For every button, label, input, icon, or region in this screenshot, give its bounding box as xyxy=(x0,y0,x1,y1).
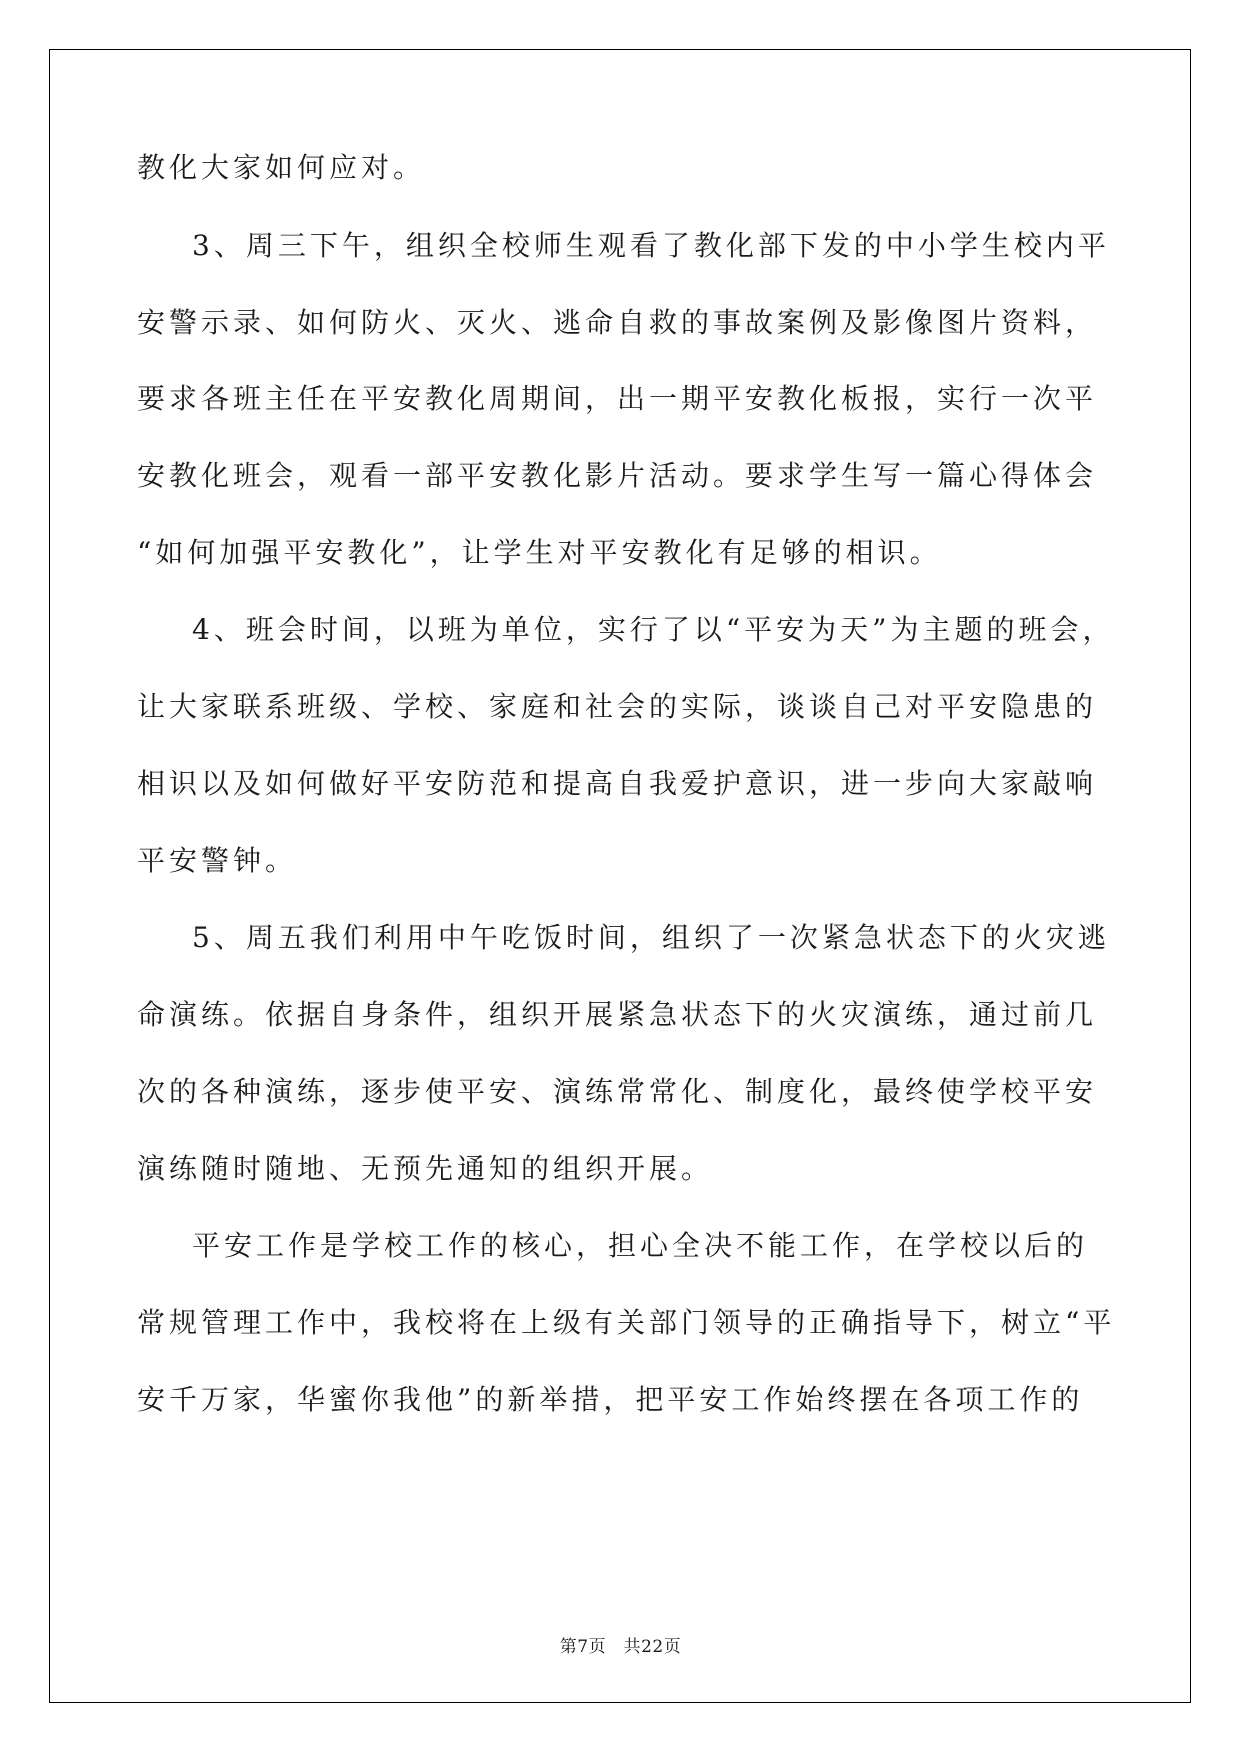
page-number-footer: 第7页 共22页 xyxy=(559,1637,682,1657)
text-line: 5、周五我们利用中午吃饭时间，组织了一次紧急状态下的火灾逃 xyxy=(192,921,1110,954)
text-line: 要求各班主任在平安教化周期间，出一期平安教化板报，实行一次平 xyxy=(137,382,1098,415)
text-line: 教化大家如何应对。 xyxy=(137,151,426,184)
text-line: 次的各种演练，逐步使平安、演练常常化、制度化，最终使学校平安 xyxy=(137,1075,1098,1108)
text-line: 4、班会时间，以班为单位，实行了以“平安为天”为主题的班会， xyxy=(192,613,1115,646)
text-line: 安警示录、如何防火、灭火、逃命自救的事故案例及影像图片资料， xyxy=(137,306,1098,339)
text-line: 命演练。依据自身条件，组织开展紧急状态下的火灾演练，通过前几 xyxy=(137,998,1098,1031)
text-line: 常规管理工作中，我校将在上级有关部门领导的正确指导下，树立“平 xyxy=(137,1306,1116,1339)
text-line: 平安警钟。 xyxy=(137,844,298,877)
text-line: “如何加强平安教化”，让学生对平安教化有足够的相识。 xyxy=(137,536,942,569)
text-line: 安教化班会，观看一部平安教化影片活动。要求学生写一篇心得体会 xyxy=(137,459,1098,492)
text-line: 让大家联系班级、学校、家庭和社会的实际，谈谈自己对平安隐患的 xyxy=(137,690,1098,723)
text-line: 演练随时随地、无预先通知的组织开展。 xyxy=(137,1152,714,1185)
text-line: 相识以及如何做好平安防范和提高自我爱护意识，进一步向大家敲响 xyxy=(137,767,1098,800)
text-line: 3、周三下午，组织全校师生观看了教化部下发的中小学生校内平 xyxy=(192,229,1110,262)
text-line: 平安工作是学校工作的核心，担心全决不能工作，在学校以后的 xyxy=(192,1229,1089,1262)
text-line: 安千万家，华蜜你我他”的新举措，把平安工作始终摆在各项工作的 xyxy=(137,1383,1084,1416)
